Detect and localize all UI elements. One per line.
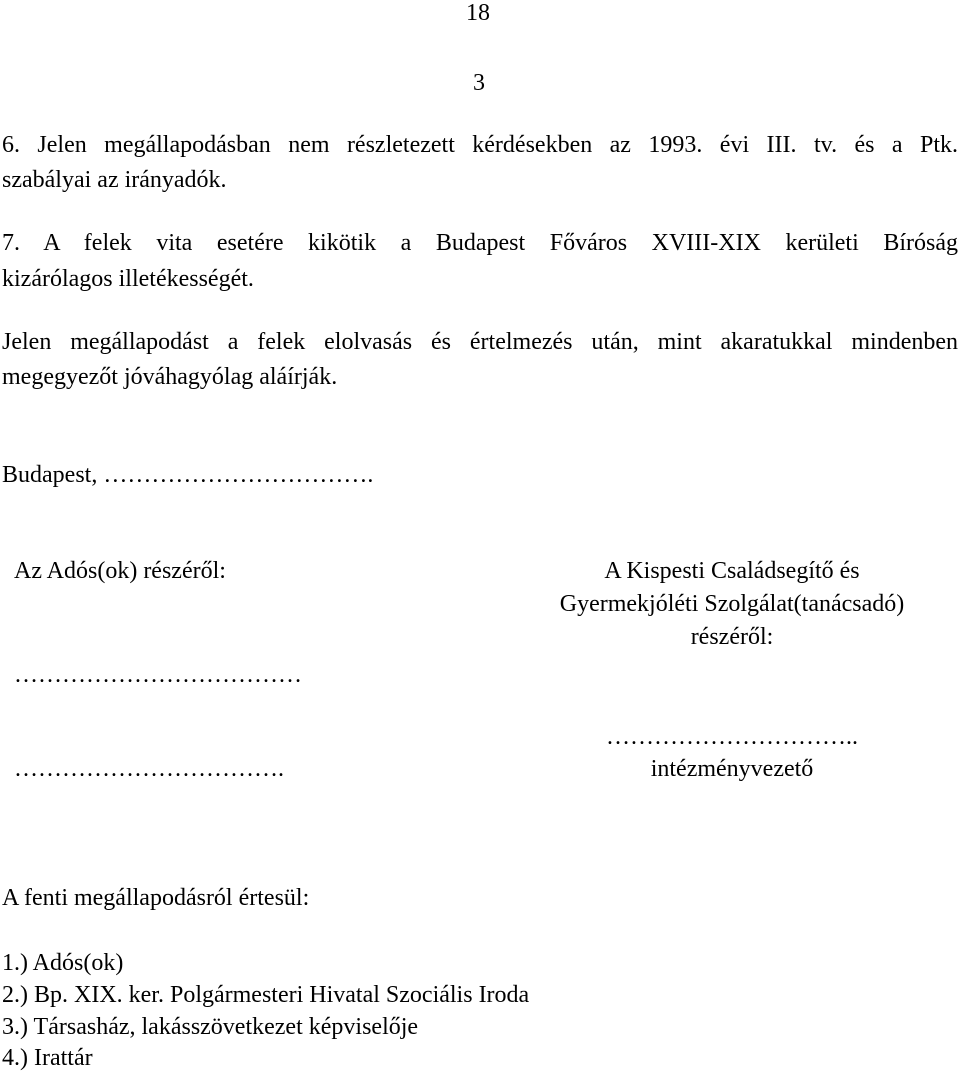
- distribution-item-3: 3.) Társasház, lakásszövetkezet képviselője: [2, 1014, 419, 1040]
- closing-line-1: Jelen megállapodást a felek elolvasás és értelmezés után, mint akaratukkal mindenben: [2, 329, 958, 355]
- distribution-item-4: 4.) Irattár: [2, 1045, 93, 1071]
- signature-right-title: intézményvezető: [650, 756, 814, 782]
- closing-line-2: megegyezőt jóváhagyólag aláírják.: [2, 364, 338, 390]
- clause-6-line-1: 6. Jelen megállapodásban nem részletezett kérdésekben az 1993. évi III. tv. és a Ptk.: [2, 132, 958, 158]
- page-subnumber: 3: [473, 70, 485, 96]
- distribution-heading: A fenti megállapodásról értesül:: [2, 885, 310, 911]
- signature-right-heading-3: részéről:: [690, 624, 774, 650]
- signature-left-dots-1: ………………………………: [14, 662, 302, 688]
- signature-right-heading-1: A Kispesti Családsegítő és: [604, 558, 860, 584]
- signature-right-heading-2: Gyermekjóléti Szolgálat(tanácsadó): [559, 591, 905, 617]
- signature-right-dots: …………………………..: [606, 724, 858, 750]
- signature-left-dots-2: …………………………….: [14, 756, 284, 782]
- page-number: 18: [466, 0, 490, 26]
- signature-left-heading: Az Adós(ok) részéről:: [14, 558, 226, 584]
- distribution-item-1: 1.) Adós(ok): [2, 950, 124, 976]
- clause-7-line-1: 7. A felek vita esetére kikötik a Budapest Főváros XVIII-XIX kerületi Bíróság: [2, 230, 958, 256]
- place-date-line: Budapest, …………………………….: [2, 462, 374, 488]
- distribution-item-2: 2.) Bp. XIX. ker. Polgármesteri Hivatal Szociális Iroda: [2, 982, 530, 1008]
- clause-7-line-2: kizárólagos illetékességét.: [2, 266, 254, 292]
- clause-6-line-2: szabályai az irányadók.: [2, 167, 227, 193]
